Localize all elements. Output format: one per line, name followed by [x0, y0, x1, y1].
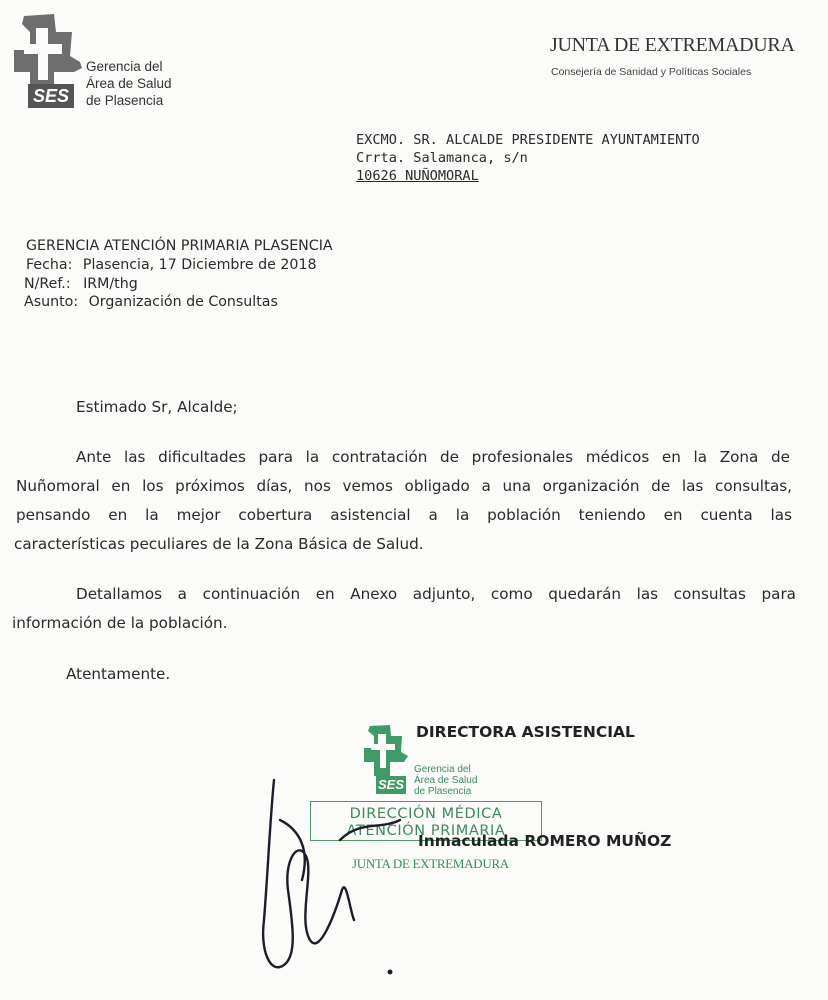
- ref-row: [24, 276, 138, 292]
- paragraph-1-line-3: pensando en la mejor cobertura asistencial a la población teniendo en cuenta las: [16, 506, 792, 524]
- stamp-line-2: ATENCIÓN PRIMARIA: [346, 823, 506, 839]
- stamp-logo-line-1: Gerencia del: [414, 764, 471, 775]
- recipient-line-2: Crrta. Salamanca, s/n: [356, 150, 528, 166]
- fecha-row: [26, 257, 317, 273]
- signer-role: DIRECTORA ASISTENCIAL: [416, 723, 635, 741]
- paragraph-1-line-2: Nuñomoral en los próximos días, nos vemos obligado a una organización de las consultas,: [16, 477, 792, 495]
- org-logo-line-3: de Plasencia: [86, 93, 164, 108]
- org-logo: [10, 10, 200, 110]
- org-logo-line-2: Área de Salud: [86, 76, 172, 91]
- handwritten-signature: [250, 760, 420, 990]
- paragraph-1-line-4: características peculiares de la Zona Básica de Salud.: [14, 535, 424, 553]
- ref-label: N/Ref.:: [24, 276, 71, 292]
- fecha-label: Fecha:: [26, 257, 73, 273]
- greeting: Estimado Sr, Alcalde;: [76, 398, 238, 416]
- junta-title: JUNTA DE EXTREMADURA: [550, 34, 795, 56]
- recipient-line-3: 10626 NUÑOMORAL: [356, 168, 479, 184]
- asunto-label: Asunto:: [24, 294, 79, 310]
- stamp-logo-line-3: de Plasencia: [414, 786, 472, 797]
- fecha-value: Plasencia, 17 Diciembre de 2018: [82, 257, 317, 273]
- paragraph-2-line-1: Detallamos a continuación en Anexo adjunto, como quedarán las consultas para: [76, 585, 796, 603]
- closing: Atentamente.: [66, 665, 171, 683]
- ref-value: IRM/thg: [83, 276, 138, 292]
- junta-subtitle: Consejería de Sanidad y Políticas Sociales: [551, 66, 752, 78]
- office-heading: GERENCIA ATENCIÓN PRIMARIA PLASENCIA: [26, 238, 333, 254]
- paragraph-1-line-1: Ante las dificultades para la contratación de profesionales médicos en la Zona de: [76, 448, 790, 466]
- stamp-junta-title: JUNTA DE EXTREMADURA: [352, 856, 509, 871]
- stamp-line-1: DIRECCIÓN MÉDICA: [349, 806, 503, 822]
- stamp-logo-line-2: Área de Salud: [414, 775, 478, 786]
- stamp-ses-badge: SES: [377, 777, 404, 792]
- recipient-line-1: EXCMO. SR. ALCALDE PRESIDENTE AYUNTAMIENTO: [356, 132, 700, 148]
- asunto-row: [24, 294, 278, 310]
- signer-name: Inmaculada ROMERO MUÑOZ: [418, 832, 672, 850]
- ses-badge: SES: [28, 84, 74, 108]
- asunto-value: Organización de Consultas: [88, 294, 278, 310]
- paragraph-2-line-2: información de la población.: [12, 614, 228, 632]
- org-logo-line-1: Gerencia del: [86, 59, 163, 74]
